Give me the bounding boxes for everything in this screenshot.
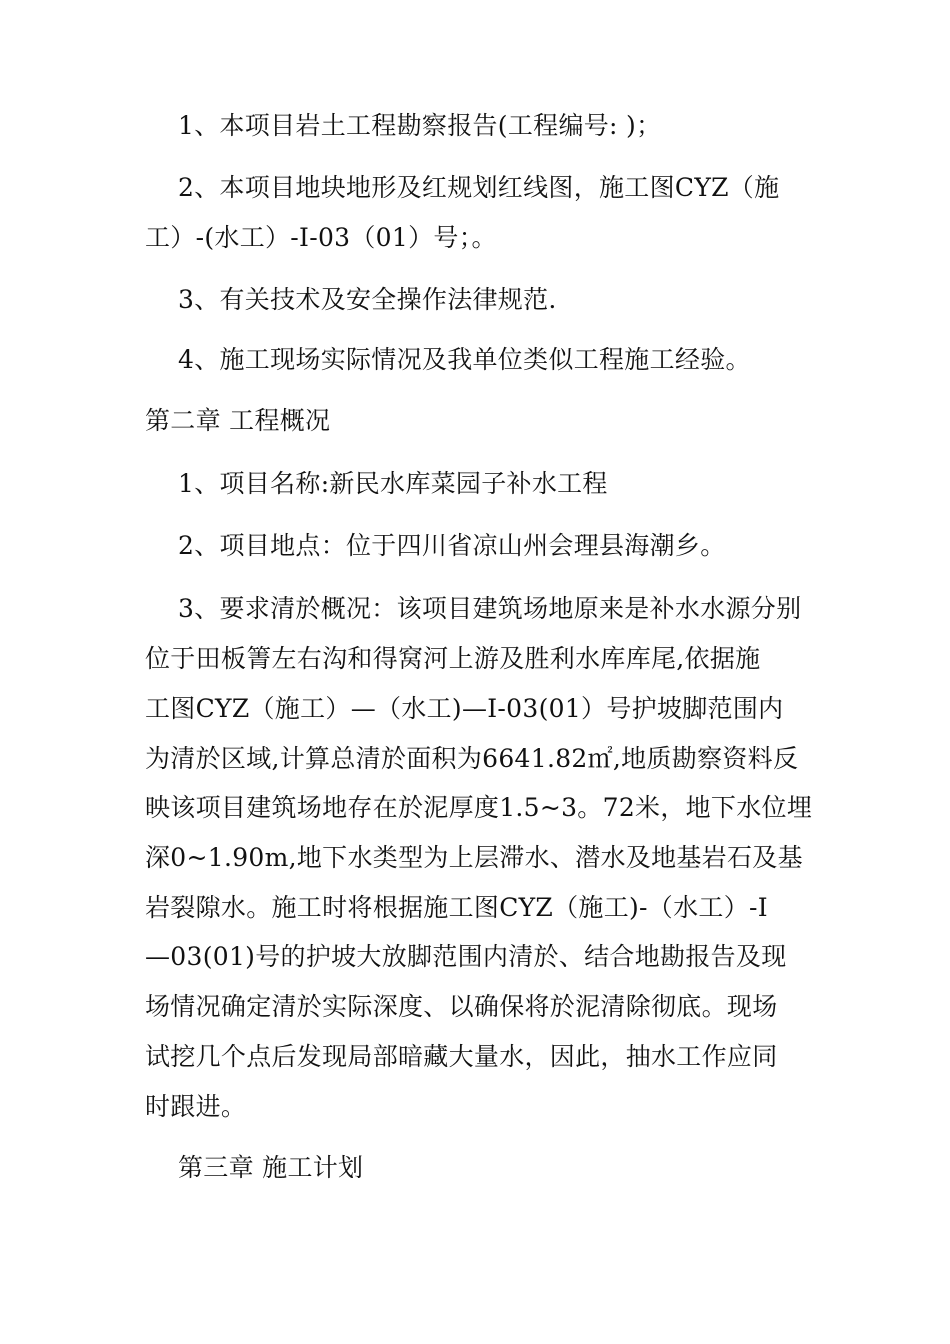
project-name: 1、项目名称:新民水库菜园子补水工程 xyxy=(178,469,608,498)
clearing-overview-line-6: 深0~1.90m,地下水类型为上层滞水、潜水及地基岩石及基 xyxy=(145,843,803,872)
reference-item-3: 3、有关技术及安全操作法律规范. xyxy=(178,285,557,314)
reference-item-4: 4、施工现场实际情况及我单位类似工程施工经验。 xyxy=(178,345,751,374)
chapter-2-heading: 第二章 工程概况 xyxy=(145,406,331,435)
reference-item-2: 2、本项目地块地形及红规划红线图，施工图CYZ（施 xyxy=(178,173,780,202)
clearing-overview-line-10: 试挖几个点后发现局部暗藏大量水，因此，抽水工作应同 xyxy=(145,1042,778,1071)
chapter-3-heading: 第三章 施工计划 xyxy=(178,1153,364,1182)
clearing-overview-line-5: 映该项目建筑场地存在於泥厚度1.5~3。72米，地下水位埋 xyxy=(145,793,813,822)
reference-item-2-continued: 工）-(水工）-Ⅰ-03（01）号；。 xyxy=(145,223,497,252)
clearing-overview-line-3: 工图CYZ（施工）—（水工)—Ⅰ-03(01）号护坡脚范围内 xyxy=(145,694,784,723)
clearing-overview-line-8: —03(01)号的护坡大放脚范围内清於、结合地勘报告及现 xyxy=(145,942,787,971)
clearing-overview-line-9: 场情况确定清於实际深度、以确保将於泥清除彻底。现场 xyxy=(145,992,778,1021)
clearing-overview-line-4: 为清於区域,计算总清於面积为6641.82㎡,地质勘察资料反 xyxy=(145,744,799,773)
clearing-overview-line-7: 岩裂隙水。施工时将根据施工图CYZ（施工)-（水工）-Ⅰ xyxy=(145,893,768,922)
clearing-overview-line-2: 位于田板箐左右沟和得窝河上游及胜利水库库尾,依据施 xyxy=(145,644,761,673)
clearing-overview-line-1: 3、要求清於概况：该项目建筑场地原来是补水水源分别 xyxy=(178,594,802,623)
clearing-overview-line-11: 时跟进。 xyxy=(145,1092,247,1121)
project-location: 2、项目地点：位于四川省凉山州会理县海潮乡。 xyxy=(178,531,726,560)
reference-item-1: 1、本项目岩土工程勘察报告(工程编号: )； xyxy=(178,111,662,140)
